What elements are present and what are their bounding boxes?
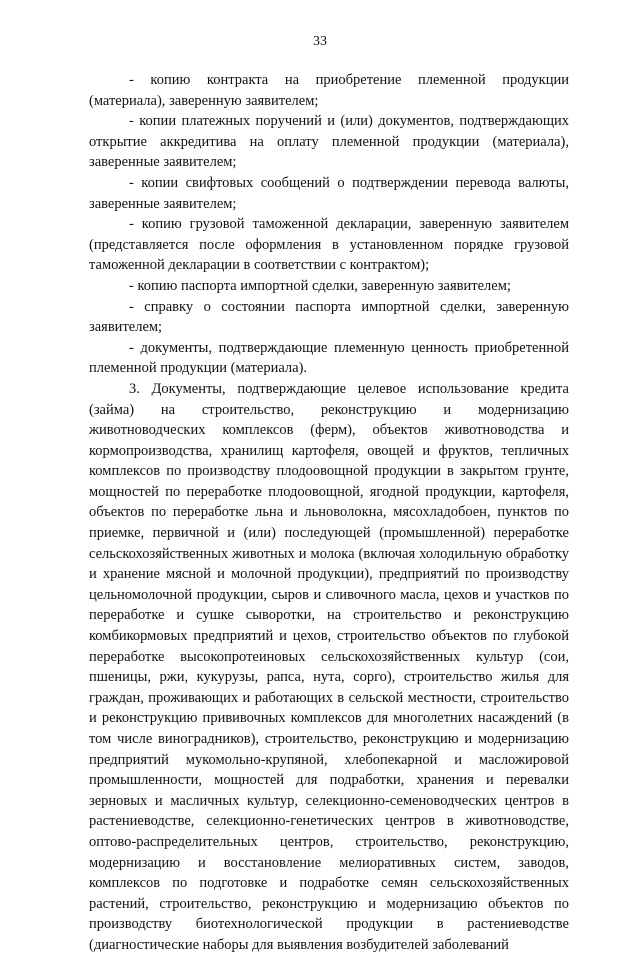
list-item-breeding-value: - документы, подтверждающие племенную ценность приобретенной племенной продукции (материала). bbox=[89, 339, 569, 377]
section-3-paragraph: 3. Документы, подтверждающие целевое использование кредита (займа) на строительство, реконструкцию и модернизацию животноводческих комплексов (ферм), объектов животноводства и кормопроизводства, хранилищ картофеля, овощей и фруктов, тепличных комплексов по производству плодоовощной продукции в закрытом грунте, мощностей по переработке плодоовощной, ягодной продукции, картофеля, объектов по переработке льна и льноволокна, мясохладобоен, пунктов по приемке, первичной и (или) последующей (промышленной) переработке сельскохозяйственных животных и молока (включая холодильную обработку и хранение мясной и молочной продукции), предприятий по производству цельномолочной продукции, сыров и сливочного масла, цехов и участков по переработке и сушке сыворотки, на строительство и реконструкцию комбикормовых предприятий и цехов, строительство объектов по глубокой переработке высокопротеиновых сельскохозяйственных культур (сои, пшеницы, ржи, кукурузы, рапса, нута, сорго), строительство жилья для граждан, проживающих и работающих в сельской местности, строительство и реконструкцию прививочных комплексов для многолетних насаждений (в том числе виноградников), строительство, реконструкцию и модернизацию предприятий мукомольно-крупяной, хлебопекарной и масложировой промышленности, мощностей для подработки, хранения и перевалки зерновых и масличных культур, селекционно-семеноводческих центров в растениеводстве, селекционно-генетических центров в животноводстве, оптово-распределительных центров, строительство, реконструкцию, модернизацию и восстановление мелиоративных систем, заводов, комплексов по подготовке и подработке семян сельскохозяйственных растений, строительство, реконструкцию и модернизацию объектов по производству биотехнологической продукции в растениеводстве (диагностические наборы для выявления возбудителей заболеваний bbox=[89, 380, 569, 953]
list-item-contract: - копию контракта на приобретение племенной продукции (материала), заверенную заявителем; bbox=[89, 72, 569, 109]
list-item-swift: - копии свифтовых сообщений о подтверждении перевода валюты, заверенные заявителем; bbox=[89, 174, 569, 212]
list-item-payment-orders: - копии платежных поручений и (или) документов, подтверждающих открытие аккредитива на оплату племенной продукции (материала), заверенные заявителем; bbox=[89, 113, 569, 171]
page-number: 33 bbox=[313, 34, 327, 49]
list-item-passport-status: - справку о состоянии паспорта импортной сделки, заверенную заявителем; bbox=[89, 298, 569, 336]
document-body bbox=[89, 70, 569, 956]
list-item-import-passport: - копию паспорта импортной сделки, заверенную заявителем; bbox=[129, 277, 511, 294]
list-item-customs-declaration: - копию грузовой таможенной декларации, заверенную заявителем (представляется после оформления в установленном порядке грузовой таможенной декларации в соответствии с контрактом); bbox=[89, 216, 569, 274]
